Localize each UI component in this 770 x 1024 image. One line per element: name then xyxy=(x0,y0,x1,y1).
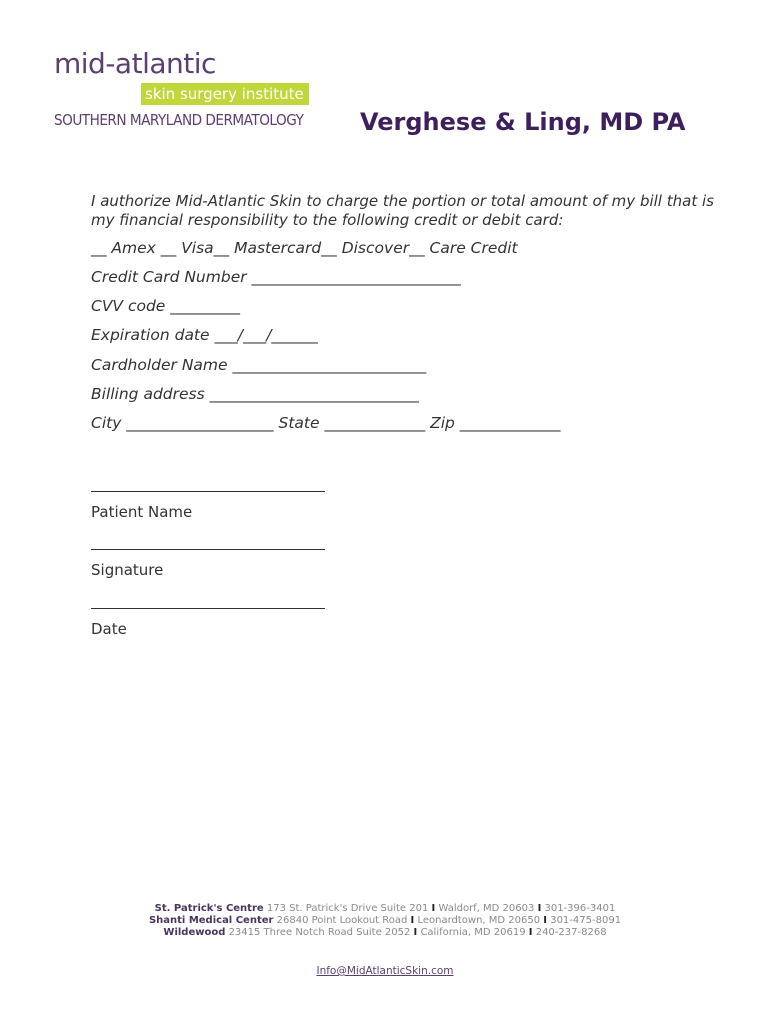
billing-address-field[interactable]: Billing address ___________________________ xyxy=(91,385,419,403)
location-3-phone: 240-237-8268 xyxy=(532,927,607,938)
footer-location-1 xyxy=(0,903,770,914)
separator: I xyxy=(537,903,542,914)
separator: I xyxy=(410,915,415,926)
location-3-name: Wildewood xyxy=(163,927,226,938)
location-1-address: 173 St. Patrick's Drive Suite 201 xyxy=(263,903,432,914)
separator: I xyxy=(431,903,436,914)
expiration-date-field[interactable]: Expiration date ___/___/______ xyxy=(91,326,318,344)
location-2-address: 26840 Point Lookout Road xyxy=(273,915,411,926)
location-2-name: Shanti Medical Center xyxy=(148,915,274,926)
signature-line[interactable] xyxy=(91,549,325,550)
date-label: Date xyxy=(91,620,127,638)
city-state-zip-field[interactable]: City ___________________ State _____________ Zip _____________ xyxy=(91,414,561,432)
logo-tagline: skin surgery institute xyxy=(141,83,309,105)
separator: I xyxy=(413,927,418,938)
card-type-options[interactable]: __ Amex __ Visa__ Mastercard__ Discover__ Care Credit xyxy=(91,239,518,257)
location-2-city: Leonardtown, MD 20650 xyxy=(414,915,544,926)
cvv-field[interactable]: CVV code _________ xyxy=(91,297,241,315)
date-line[interactable] xyxy=(91,608,325,609)
cardholder-name-field[interactable]: Cardholder Name _________________________ xyxy=(91,356,427,374)
patient-name-line[interactable] xyxy=(91,491,325,492)
logo-wordmark: mid-atlantic xyxy=(54,47,216,80)
location-2-phone: 301-475-8091 xyxy=(547,915,622,926)
contact-email-link[interactable]: Info@MidAtlanticSkin.com xyxy=(316,965,454,977)
location-3-city: California, MD 20619 xyxy=(417,927,529,938)
card-number-field[interactable]: Credit Card Number ___________________________ xyxy=(91,268,461,286)
patient-name-label: Patient Name xyxy=(91,503,193,521)
practice-name: Verghese & Ling, MD PA xyxy=(360,108,686,136)
location-1-city: Waldorf, MD 20603 xyxy=(435,903,538,914)
location-1-phone: 301-396-3401 xyxy=(541,903,616,914)
logo-subtitle: SOUTHERN MARYLAND DERMATOLOGY xyxy=(54,111,304,129)
footer-location-3 xyxy=(0,927,770,938)
authorization-text: I authorize Mid-Atlantic Skin to charge the portion or total amount of my bill that is my financial responsibility to the following credit or debit card: xyxy=(91,192,714,229)
location-3-address: 23415 Three Notch Road Suite 2052 xyxy=(225,927,414,938)
company-logo xyxy=(54,47,316,129)
footer-location-2 xyxy=(0,915,770,926)
separator: I xyxy=(543,915,548,926)
separator: I xyxy=(528,927,533,938)
location-1-name: St. Patrick's Centre xyxy=(154,903,264,914)
signature-label: Signature xyxy=(91,561,164,579)
